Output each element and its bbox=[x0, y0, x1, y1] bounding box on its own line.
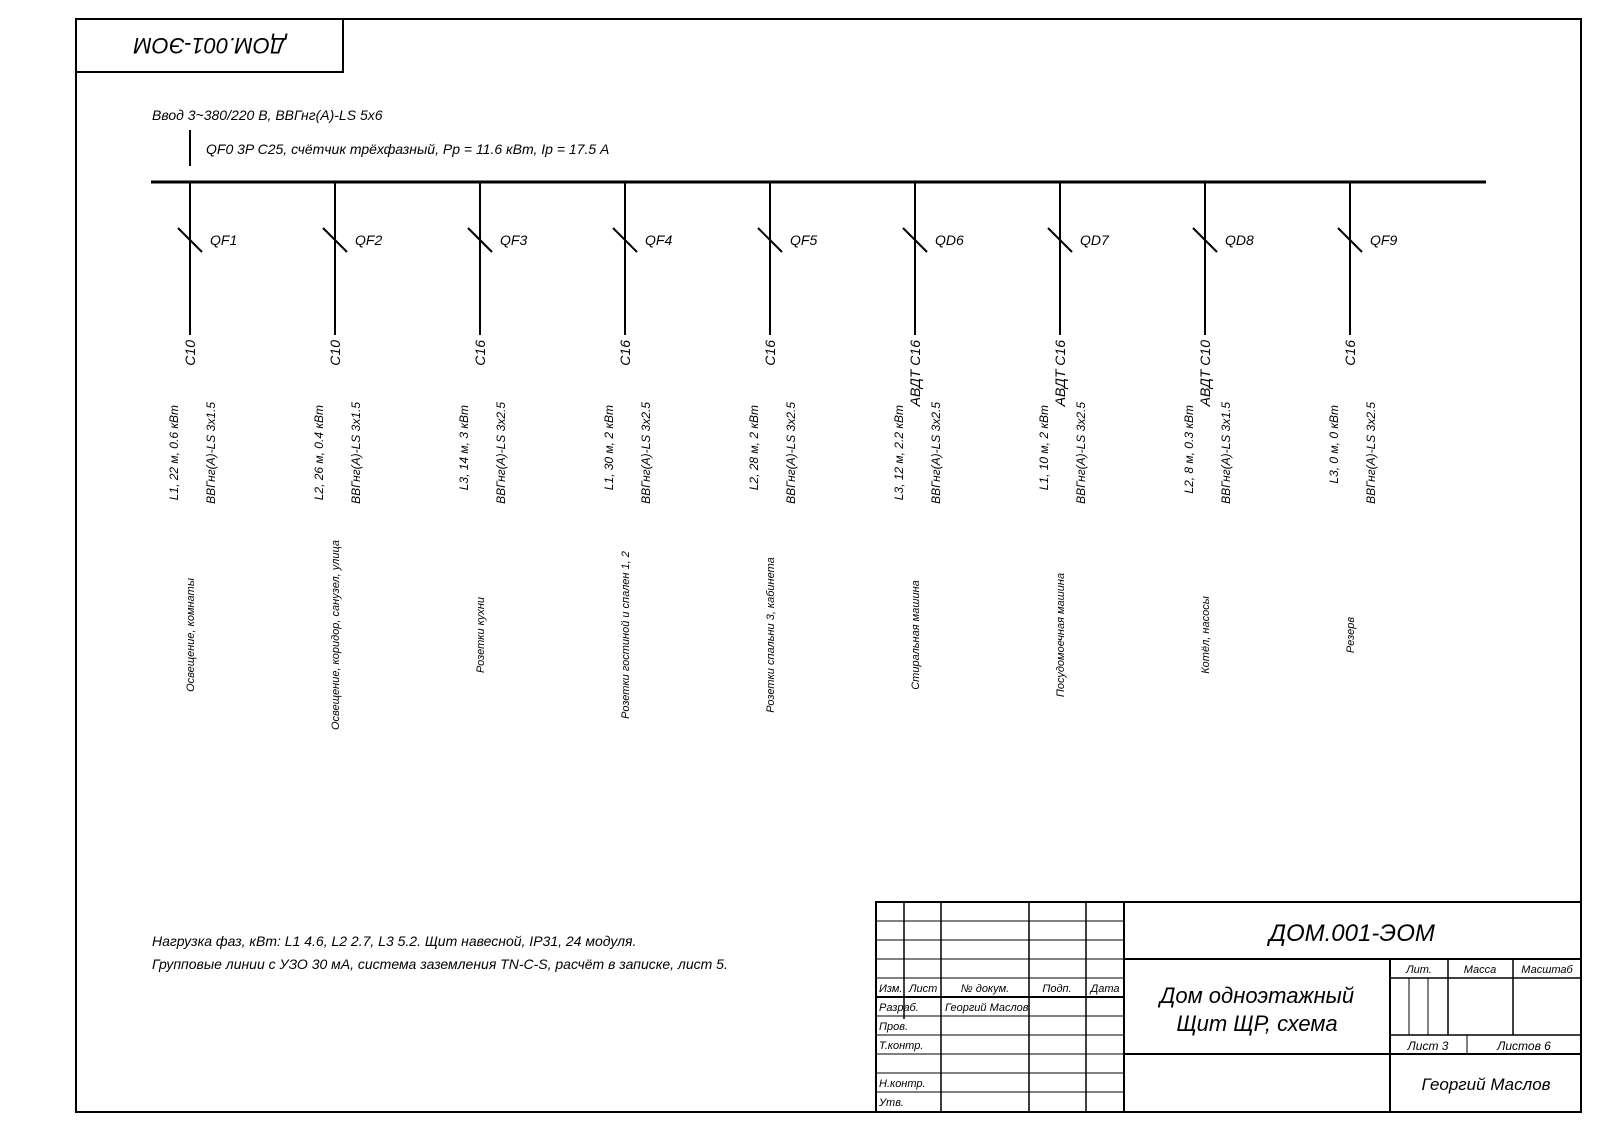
stamp-code: ДОМ.001-ЭОМ bbox=[133, 33, 286, 58]
breaker-rating: C16 bbox=[762, 340, 778, 366]
tb-doc-code: ДОМ.001-ЭОМ bbox=[1269, 920, 1435, 947]
main-breaker-label: QF0 3P C25, счётчик трёхфазный, Рр = 11.6 кВт, Iр = 17.5 А bbox=[206, 141, 610, 157]
breaker-id: QF9 bbox=[1370, 232, 1398, 248]
cable-type: ВВГнг(А)-LS 3х1.5 bbox=[204, 402, 218, 504]
circuit-description: Розетки спальни 3, кабинета bbox=[765, 557, 777, 713]
breaker-id: QD6 bbox=[935, 232, 964, 248]
breaker-rating: АВДТ C16 bbox=[907, 340, 923, 407]
tb-title-line1: Дом одноэтажный bbox=[1159, 983, 1355, 1008]
tb-sheets: Листов 6 bbox=[1497, 1039, 1551, 1053]
cable-type: ВВГнг(А)-LS 3х1.5 bbox=[349, 402, 363, 504]
breaker-id: QF5 bbox=[790, 232, 818, 248]
breaker-rating: C10 bbox=[182, 340, 198, 366]
tb-razrab-name: Георгий Маслов bbox=[945, 1002, 1029, 1014]
breaker-rating: C10 bbox=[327, 340, 343, 366]
line-info: L3, 12 м, 2.2 кВт bbox=[892, 405, 906, 501]
tb-razrab: Разраб. bbox=[879, 1002, 919, 1014]
circuit-description: Посудомоечная машина bbox=[1055, 572, 1067, 698]
line-info: L2, 26 м, 0.4 кВт bbox=[312, 405, 326, 501]
tb-masshtab: Масштаб bbox=[1521, 964, 1573, 976]
circuit-description: Освещение, комнаты bbox=[185, 578, 197, 692]
tb-col-izm: Изм. bbox=[879, 983, 903, 995]
breaker-id: QF4 bbox=[645, 232, 673, 248]
cable-type: ВВГнг(А)-LS 3х1.5 bbox=[1219, 402, 1233, 504]
line-info: L2, 8 м, 0.3 кВт bbox=[1182, 405, 1196, 494]
breaker-id: QD8 bbox=[1225, 232, 1254, 248]
tb-col-doc: № докум. bbox=[960, 983, 1010, 995]
cable-type: ВВГнг(А)-LS 3х2.5 bbox=[639, 402, 653, 504]
breaker-rating: C16 bbox=[472, 340, 488, 366]
line-info: L3, 0 м, 0 кВт bbox=[1327, 405, 1341, 484]
breaker-id: QD7 bbox=[1080, 232, 1109, 248]
circuit-description: Котёл, насосы bbox=[1200, 596, 1212, 674]
tb-prov: Пров. bbox=[879, 1021, 909, 1033]
line-info: L1, 30 м, 2 кВт bbox=[602, 405, 616, 491]
tb-sheet: Лист 3 bbox=[1407, 1039, 1449, 1053]
line-info: L1, 10 м, 2 кВт bbox=[1037, 405, 1051, 491]
tb-col-list: Лист bbox=[909, 983, 938, 995]
cable-type: ВВГнг(А)-LS 3х2.5 bbox=[1074, 402, 1088, 504]
tb-lit: Лит. bbox=[1406, 964, 1432, 976]
tb-title-line2: Щит ЩР, схема bbox=[1176, 1011, 1338, 1036]
line-info: L1, 22 м, 0.6 кВт bbox=[167, 405, 181, 501]
cable-type: ВВГнг(А)-LS 3х2.5 bbox=[784, 402, 798, 504]
breaker-id: QF1 bbox=[210, 232, 238, 248]
tb-massa: Масса bbox=[1463, 964, 1497, 976]
cable-type: ВВГнг(А)-LS 3х2.5 bbox=[494, 402, 508, 504]
tb-col-date: Дата bbox=[1090, 983, 1120, 995]
breaker-rating: АВДТ C10 bbox=[1197, 340, 1213, 407]
cable-type: ВВГнг(А)-LS 3х2.5 bbox=[1364, 402, 1378, 504]
note-line-1: Нагрузка фаз, кВт: L1 4.6, L2 2.7, L3 5.2. Щит навесной, IP31, 24 модуля. bbox=[152, 933, 637, 949]
circuit-description: Освещение, коридор, санузел, улица bbox=[330, 540, 342, 730]
breaker-rating: C16 bbox=[1342, 340, 1358, 366]
circuit-description: Стиральная машина bbox=[910, 580, 922, 690]
tb-tkontr: Т.контр. bbox=[879, 1040, 924, 1052]
breaker-rating: АВДТ C16 bbox=[1052, 340, 1068, 407]
breaker-rating: C16 bbox=[617, 340, 633, 366]
circuit-description: Резерв bbox=[1345, 616, 1357, 654]
note-line-2: Групповые линии с УЗО 30 мА, система заземления TN-C-S, расчёт в записке, лист 5. bbox=[152, 956, 728, 972]
line-info: L3, 14 м, 3 кВт bbox=[457, 405, 471, 491]
cable-type: ВВГнг(А)-LS 3х2.5 bbox=[929, 402, 943, 504]
circuit-description: Розетки гостиной и спален 1, 2 bbox=[620, 551, 632, 719]
breaker-id: QF3 bbox=[500, 232, 528, 248]
tb-col-sign: Подп. bbox=[1042, 983, 1072, 995]
line-info: L2, 28 м, 2 кВт bbox=[747, 405, 761, 491]
breaker-id: QF2 bbox=[355, 232, 383, 248]
circuit-description: Розетки кухни bbox=[475, 596, 487, 674]
tb-nkontr: Н.контр. bbox=[879, 1078, 926, 1090]
tb-org: Георгий Маслов bbox=[1421, 1075, 1551, 1094]
input-label: Ввод 3~380/220 В, ВВГнг(А)-LS 5х6 bbox=[152, 107, 383, 123]
tb-utv: Утв. bbox=[879, 1097, 904, 1109]
circuits-group bbox=[167, 182, 1397, 730]
